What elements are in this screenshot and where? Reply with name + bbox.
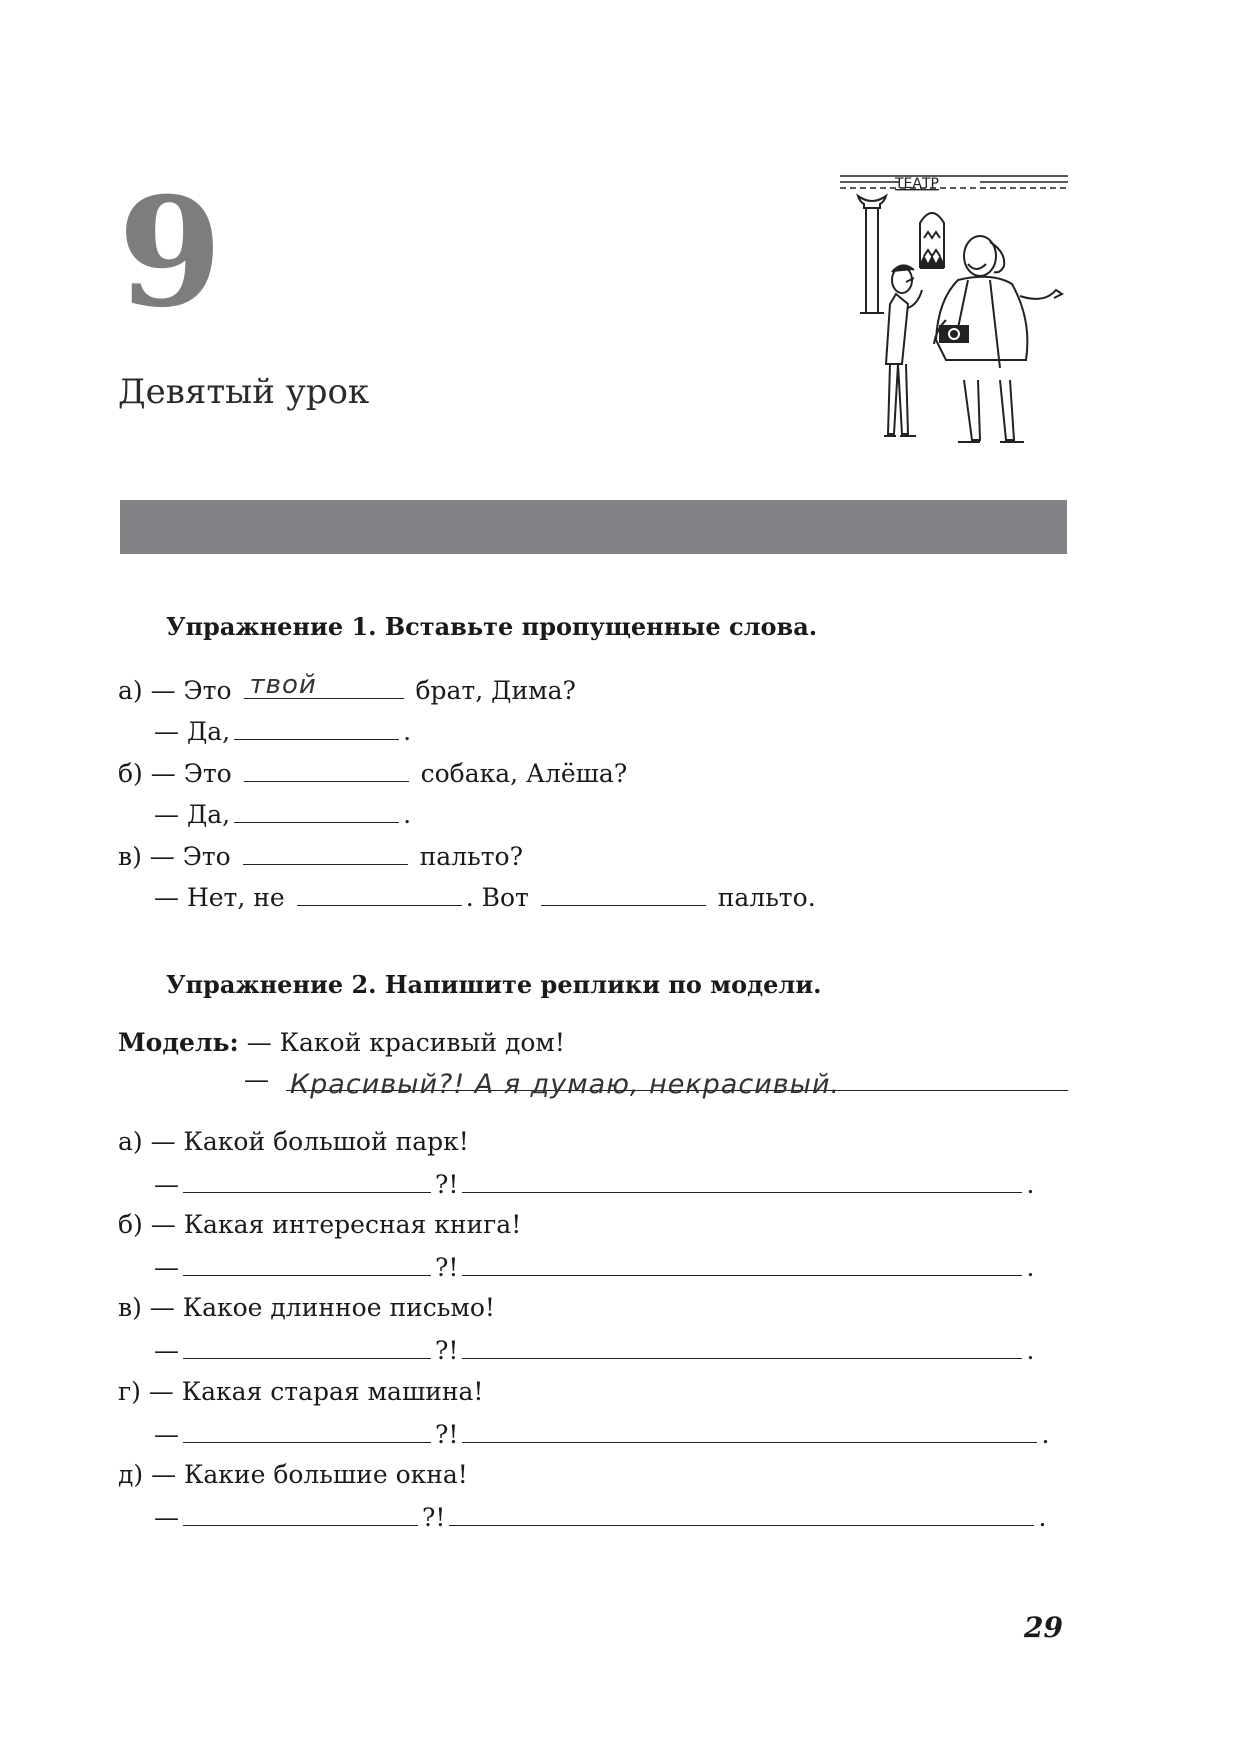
row-mid: ?! <box>435 1253 459 1282</box>
row-dash: — <box>154 1503 179 1532</box>
model-dash: — <box>244 1065 269 1094</box>
page-number: 29 <box>1024 1611 1063 1644</box>
row-dash: — <box>154 1253 179 1282</box>
row-mid: ?! <box>435 1336 459 1365</box>
line-prefix: в) — Это <box>118 842 231 871</box>
row-dash: — <box>154 1336 179 1365</box>
model-question: — Какой красивый дом! <box>246 1028 565 1057</box>
row-end: . <box>1026 1170 1035 1199</box>
answer-blank[interactable] <box>183 1251 431 1276</box>
exercise1-line-c2 <box>154 881 816 914</box>
row-end: . <box>1026 1253 1035 1282</box>
row-mid: ?! <box>422 1503 446 1532</box>
answer-blank[interactable] <box>234 715 399 740</box>
model-handwritten-answer: Красивый?! А я думаю, некрасивый. <box>290 1069 841 1100</box>
model-label: Модель: <box>118 1028 239 1057</box>
exercise2-answer-row-a <box>154 1168 1034 1201</box>
line-suffix: . <box>403 717 412 746</box>
line-suffix: брат, Дима? <box>415 676 576 705</box>
answer-blank[interactable] <box>243 840 408 865</box>
exercise2-answer-row-c <box>154 1334 1034 1367</box>
exercise2-answer-row-b <box>154 1251 1034 1284</box>
exercise2-answer-row-d <box>154 1418 1049 1451</box>
exercise2-heading: Упражнение 2. Напишите реплики по модели. <box>166 970 822 999</box>
line-suffix: пальто. <box>717 883 816 912</box>
answer-blank[interactable] <box>541 881 706 906</box>
exercise2-answer-row-e <box>154 1501 1046 1534</box>
row-mid: ?! <box>435 1420 459 1449</box>
exercise1-line-a2 <box>154 715 411 748</box>
line-prefix: — Да, <box>154 717 231 746</box>
exercise2-prompt-c: в) — Какое длинное письмо! <box>118 1293 495 1322</box>
exercise1-line-a1 <box>118 670 576 707</box>
lesson-number: 9 <box>118 165 223 341</box>
exercise2-prompt-d: г) — Какая старая машина! <box>118 1377 484 1406</box>
line-prefix: а) — Это <box>118 676 232 705</box>
line-mid: . Вот <box>465 883 529 912</box>
answer-blank-filled[interactable] <box>244 670 404 700</box>
line-prefix: б) — Это <box>118 759 232 788</box>
exercise1-line-b2 <box>154 798 411 831</box>
handwritten-answer: твой <box>249 670 317 700</box>
answer-blank[interactable] <box>183 1501 418 1526</box>
theatre-illustration <box>840 168 1070 488</box>
model-line <box>118 1027 565 1059</box>
row-end: . <box>1038 1503 1047 1532</box>
answer-blank[interactable] <box>234 798 399 823</box>
line-prefix: — Да, <box>154 800 231 829</box>
answer-blank[interactable] <box>244 757 409 782</box>
row-mid: ?! <box>435 1170 459 1199</box>
exercise2-prompt-e: д) — Какие большие окна! <box>118 1460 468 1489</box>
lesson-title: Девятый урок <box>118 372 370 412</box>
line-suffix: пальто? <box>419 842 523 871</box>
answer-blank[interactable] <box>183 1334 431 1359</box>
line-suffix: собака, Алёша? <box>420 759 628 788</box>
answer-blank[interactable] <box>462 1334 1022 1359</box>
exercise2-prompt-b: б) — Какая интересная книга! <box>118 1210 522 1239</box>
row-dash: — <box>154 1420 179 1449</box>
answer-blank[interactable] <box>462 1418 1037 1443</box>
exercise1-heading: Упражнение 1. Вставьте пропущенные слова. <box>166 612 818 641</box>
answer-blank[interactable] <box>183 1168 431 1193</box>
exercise1-line-b1 <box>118 757 627 790</box>
answer-blank[interactable] <box>462 1251 1022 1276</box>
line-prefix: — Нет, не <box>154 883 285 912</box>
line-suffix: . <box>403 800 412 829</box>
section-divider-bar <box>120 500 1067 554</box>
answer-blank[interactable] <box>462 1168 1022 1193</box>
answer-blank[interactable] <box>449 1501 1034 1526</box>
row-end: . <box>1041 1420 1050 1449</box>
theatre-sign: ТЕАТР <box>895 176 939 192</box>
row-end: . <box>1026 1336 1035 1365</box>
exercise1-line-c1 <box>118 840 523 873</box>
exercise2-prompt-a: а) — Какой большой парк! <box>118 1127 469 1156</box>
answer-blank[interactable] <box>297 881 462 906</box>
answer-blank[interactable] <box>183 1418 431 1443</box>
row-dash: — <box>154 1170 179 1199</box>
